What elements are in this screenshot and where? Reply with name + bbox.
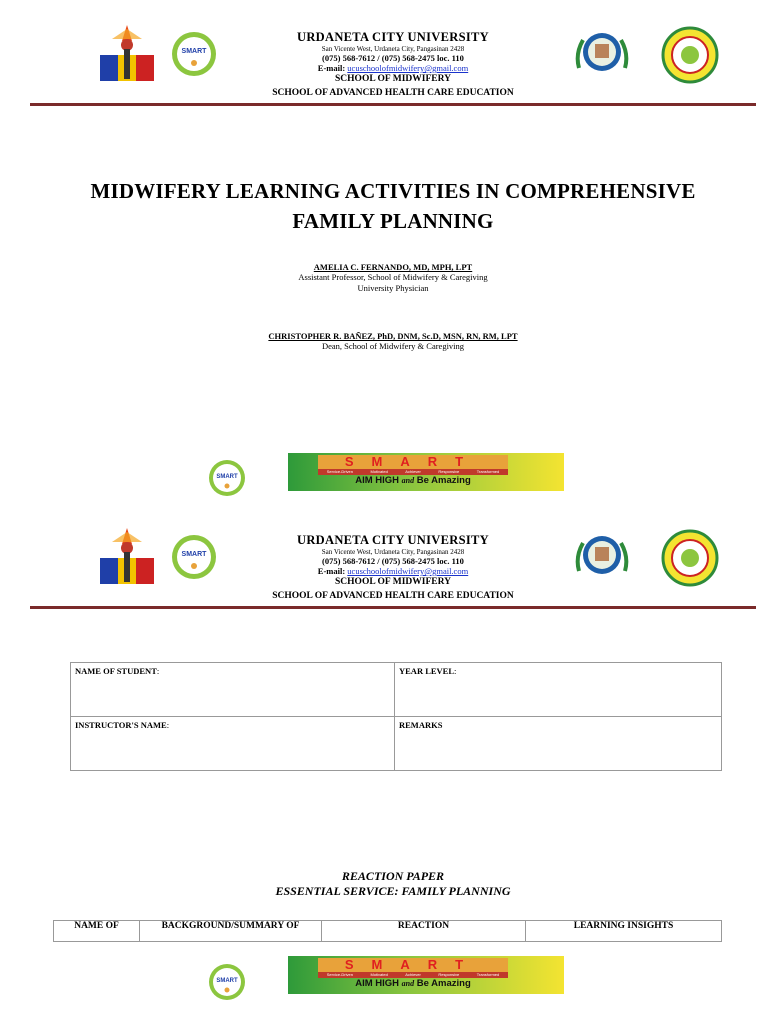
school-midwifery: SCHOOL OF MIDWIFERY — [335, 74, 451, 84]
smart-footer-text: SMART — [216, 474, 238, 480]
smart-banner-2 — [288, 956, 564, 994]
name-of-student-cell[interactable]: NAME OF STUDENT: — [71, 663, 395, 717]
remarks-cell[interactable]: REMARKS — [395, 717, 722, 771]
year-level-cell[interactable]: YEAR LEVEL: — [395, 663, 722, 717]
seal-logo-3-icon — [573, 531, 631, 585]
author-1 — [200, 262, 586, 294]
school-midwifery-2: SCHOOL OF MIDWIFERY — [335, 577, 451, 587]
university-phone: (075) 568-7612 / (075) 568-2475 loc. 110 — [322, 53, 464, 63]
university-name: URDANETA CITY UNIVERSITY — [297, 30, 489, 44]
title-line-1: MIDWIFERY LEARNING ACTIVITIES IN COMPREHENSIVE — [90, 179, 696, 203]
smart-logo-text: SMART — [181, 48, 207, 55]
torch-logo-2-icon — [98, 528, 156, 586]
email-link[interactable]: ucuschoolofmidwifery@gmail.com — [347, 63, 469, 73]
reaction-table — [53, 920, 722, 942]
col-name: NAME OF — [54, 921, 140, 942]
smart-logo-text-2: SMART — [181, 551, 207, 558]
author-2-role: Dean, School of Midwifery & Caregiving — [321, 341, 465, 351]
banner-word-2: SMART — [318, 958, 508, 972]
university-email-2: E-mail: ucuschoolofmidwifery@gmail.com — [317, 566, 469, 576]
header-rule-2 — [30, 606, 756, 609]
seal-logo-4-icon — [660, 529, 720, 587]
instructor-name-cell[interactable]: INSTRUCTOR'S NAME: — [71, 717, 395, 771]
banner-values: Service-Driven Motivated Achiever Responsive Transformed — [318, 469, 508, 475]
author-1-role2: University Physician — [357, 283, 429, 293]
seal-logo-2-icon — [660, 26, 720, 84]
smart-circle-footer-2-icon — [207, 962, 247, 1002]
header-rule-1 — [30, 103, 756, 106]
university-address-2: San Vicente West, Urdaneta City, Pangasinan 2428 — [321, 548, 465, 556]
title-line-2: FAMILY PLANNING — [292, 209, 494, 233]
university-name-2: URDANETA CITY UNIVERSITY — [297, 533, 489, 547]
torch-logo-icon — [98, 25, 156, 83]
reaction-subtitle: ESSENTIAL SERVICE: FAMILY PLANNING — [275, 884, 511, 898]
author-1-name: AMELIA C. FERNANDO, MD, MPH, LPT — [313, 262, 473, 272]
email-link-2[interactable]: ucuschoolofmidwifery@gmail.com — [347, 566, 469, 576]
author-2 — [200, 331, 586, 352]
banner-tagline: AIM HIGH and Be Amazing — [355, 475, 471, 486]
author-1-role: Assistant Professor, School of Midwifery & Caregiving — [298, 272, 488, 282]
smart-circle-footer-icon — [207, 458, 247, 498]
col-reaction: REACTION — [322, 921, 526, 942]
author-2-name: CHRISTOPHER R. BAÑEZ, PhD, DNM, Sc.D, MSN, RN, RM, LPT — [268, 331, 518, 341]
seal-logo-icon — [573, 28, 631, 82]
reaction-title: REACTION PAPER — [341, 869, 445, 883]
smart-footer-text-2: SMART — [216, 978, 238, 984]
banner-values-2: Service-Driven Motivated Achiever Responsive Transformed — [318, 972, 508, 978]
col-background: BACKGROUND/SUMMARY OF — [140, 921, 322, 942]
smart-circle-logo-2-icon — [170, 533, 218, 581]
school-advanced: SCHOOL OF ADVANCED HEALTH CARE EDUCATION — [272, 88, 514, 98]
document-title — [30, 176, 756, 236]
university-phone-2: (075) 568-7612 / (075) 568-2475 loc. 110 — [322, 556, 464, 566]
banner-tagline-2: AIM HIGH and Be Amazing — [355, 978, 471, 989]
university-email: E-mail: ucuschoolofmidwifery@gmail.com — [317, 63, 469, 73]
school-advanced-2: SCHOOL OF ADVANCED HEALTH CARE EDUCATION — [272, 591, 514, 601]
university-address: San Vicente West, Urdaneta City, Pangasinan 2428 — [321, 45, 465, 53]
banner-word: SMART — [318, 455, 508, 469]
col-learning-insights: LEARNING INSIGHTS — [526, 921, 722, 942]
student-info-table — [70, 662, 722, 771]
smart-banner-1 — [288, 453, 564, 491]
reaction-paper-heading — [30, 869, 756, 899]
smart-circle-logo-icon — [170, 30, 218, 78]
